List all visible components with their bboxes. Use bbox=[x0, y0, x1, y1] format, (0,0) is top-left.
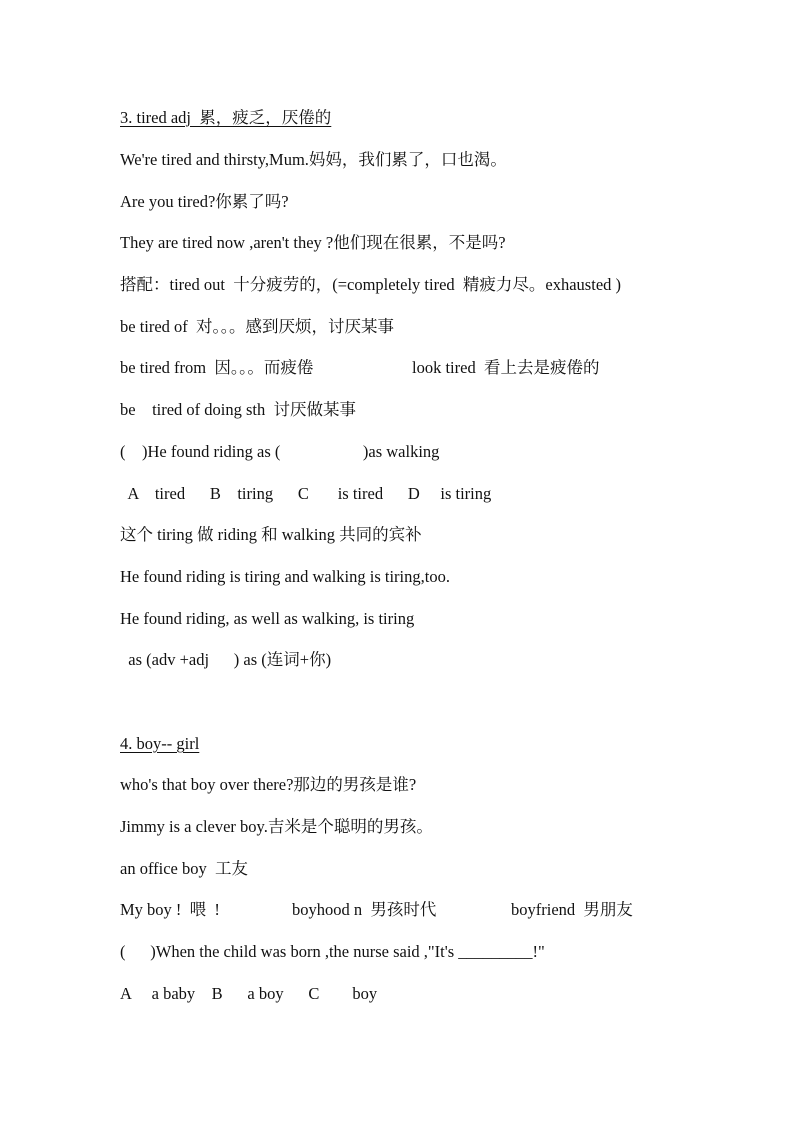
example-line: an office boy 工友 bbox=[120, 859, 248, 878]
exercise-options: A a baby B a boy C boy bbox=[120, 984, 378, 1003]
explanation-line: He found riding, as well as walking, is tiring bbox=[120, 609, 415, 628]
section3-heading: 3. tired adj 累，疲乏，厌倦的 bbox=[120, 108, 332, 127]
collocation-line: 搭配：tired out 十分疲劳的，(=completely tired 精疲力尽。exhausted ) bbox=[120, 275, 622, 294]
example-line: who's that boy over there?那边的男孩是谁? bbox=[120, 775, 417, 794]
collocation-tired-from: be tired from 因。。。而疲倦 bbox=[120, 358, 314, 377]
section4-heading: 4. boy-- girl bbox=[120, 734, 200, 753]
boyhood-phrase: boyhood n 男孩时代 bbox=[292, 900, 437, 919]
example-line: Jimmy is a clever boy.吉米是个聪明的男孩。 bbox=[120, 817, 433, 836]
my-boy-phrase: My boy ! 喂 ! bbox=[120, 900, 220, 919]
example-line: They are tired now ,aren't they ?他们现在很累，不是吗? bbox=[120, 233, 506, 252]
collocation-tired-of-doing: be tired of doing sth 讨厌做某事 bbox=[120, 400, 357, 419]
exercise-question: ( )He found riding as ( )as walking bbox=[120, 442, 440, 461]
collocation-look-tired: look tired 看上去是疲倦的 bbox=[412, 358, 600, 377]
explanation-line: as (adv +adj ) as (连词+你) bbox=[120, 650, 332, 669]
collocation-line: be tired of 对。。。感到厌烦，讨厌某事 bbox=[120, 317, 395, 336]
boyfriend-phrase: boyfriend 男朋友 bbox=[511, 900, 633, 919]
exercise-question: ( )When the child was born ,the nurse said ,"It's _________!" bbox=[120, 942, 545, 961]
example-line: We're tired and thirsty,Mum.妈妈，我们累了，口也渴。 bbox=[120, 150, 507, 169]
explanation-line: 这个 tiring 做 riding 和 walking 共同的宾补 bbox=[120, 525, 422, 544]
exercise-options: A tired B tiring C is tired D is tiring bbox=[120, 484, 492, 503]
explanation-line: He found riding is tiring and walking is tiring,too. bbox=[120, 567, 450, 586]
example-line: Are you tired?你累了吗? bbox=[120, 192, 289, 211]
